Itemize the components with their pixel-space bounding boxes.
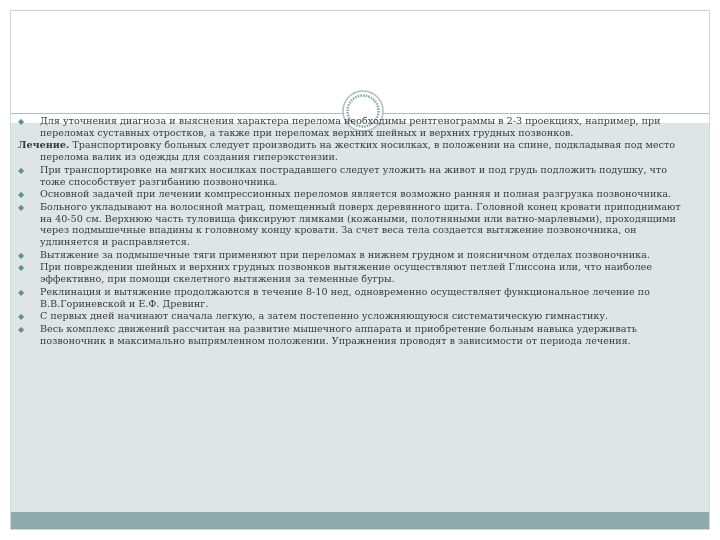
paragraph-body-text: Реклинация и вытяжение продолжаются в течение 8-10 нед, одновременно осуществляет функциональное лечение по В.В.Гориневской и Е.Ф. Древинг. [40,286,650,310]
paragraph-body-text: Весь комплекс движений рассчитан на развитие мышечного аппарата и приобретение больным навыка удерживать позвоночник в максимально выпрямленном положении. Упражнения проводят в зависимости от периода лечения. [40,323,637,347]
paragraph-body-text: Больного укладывают на волосяной матрац, помещенный поверх деревянного щита. Головной конец кровати приподнимают на 40-50 см. Верхнюю часть туловища фиксируют лямками (кожаными, полотняными или ватно-марлевыми), проходящими через подмышечные впадины к головному концу кровати. За счет веса тела создается вытяжение позвоночника, он удлиняется и расправляется. [40,201,681,249]
bullet-icon: ◆ [18,312,25,322]
slide-body [18,116,682,348]
bullet-paragraph [18,189,682,201]
bullet-icon: ◆ [18,324,25,334]
bullet-paragraph [18,324,682,347]
paragraph-body-text: Транспортировку больных следует производить на жестких носилках, в положении на спине, подкладывая под место перелома валик из одежды для создания гиперэкстензии. [40,140,676,164]
bullet-icon: ◆ [18,287,25,297]
bullet-icon: ◆ [18,202,25,212]
bullet-paragraph [18,262,682,285]
paragraph-body-text: Вытяжение за подмышечные тяги применяют при переломах в нижнем грудном и поясничном отделах позвоночника. [40,249,650,261]
paragraph-body-text: При повреждении шейных и верхних грудных позвонков вытяжение осуществляют петлей Глиссона или, что наиболее эффективно, при помощи скелетного вытяжения за теменные бугры. [40,262,653,286]
bullet-icon: ◆ [18,165,25,175]
paragraph-body-text: При транспортировке на мягких носилках пострадавшего следует уложить на живот и под грудь подложить подушку, что тоже способствует разгибанию позвоночника. [40,164,667,188]
paragraph-body-text: С первых дней начинают сначала легкую, а затем постепенно усложняющуюся систематическую гимнастику. [40,311,609,323]
paragraph-text [18,140,682,163]
bullet-icon: ◆ [18,250,25,260]
paragraph-text [40,116,661,139]
lead-label: Лечение. [18,140,70,152]
paragraph-text [40,202,681,248]
paragraph-text [40,189,671,200]
paragraph-text [40,324,637,347]
lead-paragraph [18,140,682,163]
paragraph-text [40,165,667,188]
paragraph-text [40,262,652,285]
bullet-paragraph [18,116,682,139]
bullet-paragraph [18,202,682,249]
bullet-icon: ◆ [18,117,25,126]
paragraph-text [40,311,608,322]
paragraph-text [40,287,650,310]
bullet-icon: ◆ [18,190,25,200]
bottom-bar [11,512,709,529]
bullet-icon: ◆ [18,263,25,273]
paragraph-body-text: Для уточнения диагноза и выяснения характера перелома необходимы рентгенограммы в 2-3 проекциях, например, при переломах суставных отростков, а также при переломах верхних шейных и верхних грудных позвонков. [40,116,661,139]
paragraph-text [40,250,650,261]
paragraph-body-text: Основной задачей при лечении компрессионных переломов является возможно ранняя и полная разгрузка позвоночника. [40,189,672,201]
bullet-paragraph [18,287,682,310]
bullet-paragraph [18,165,682,188]
bullet-paragraph [18,311,682,323]
bullet-paragraph [18,250,682,262]
